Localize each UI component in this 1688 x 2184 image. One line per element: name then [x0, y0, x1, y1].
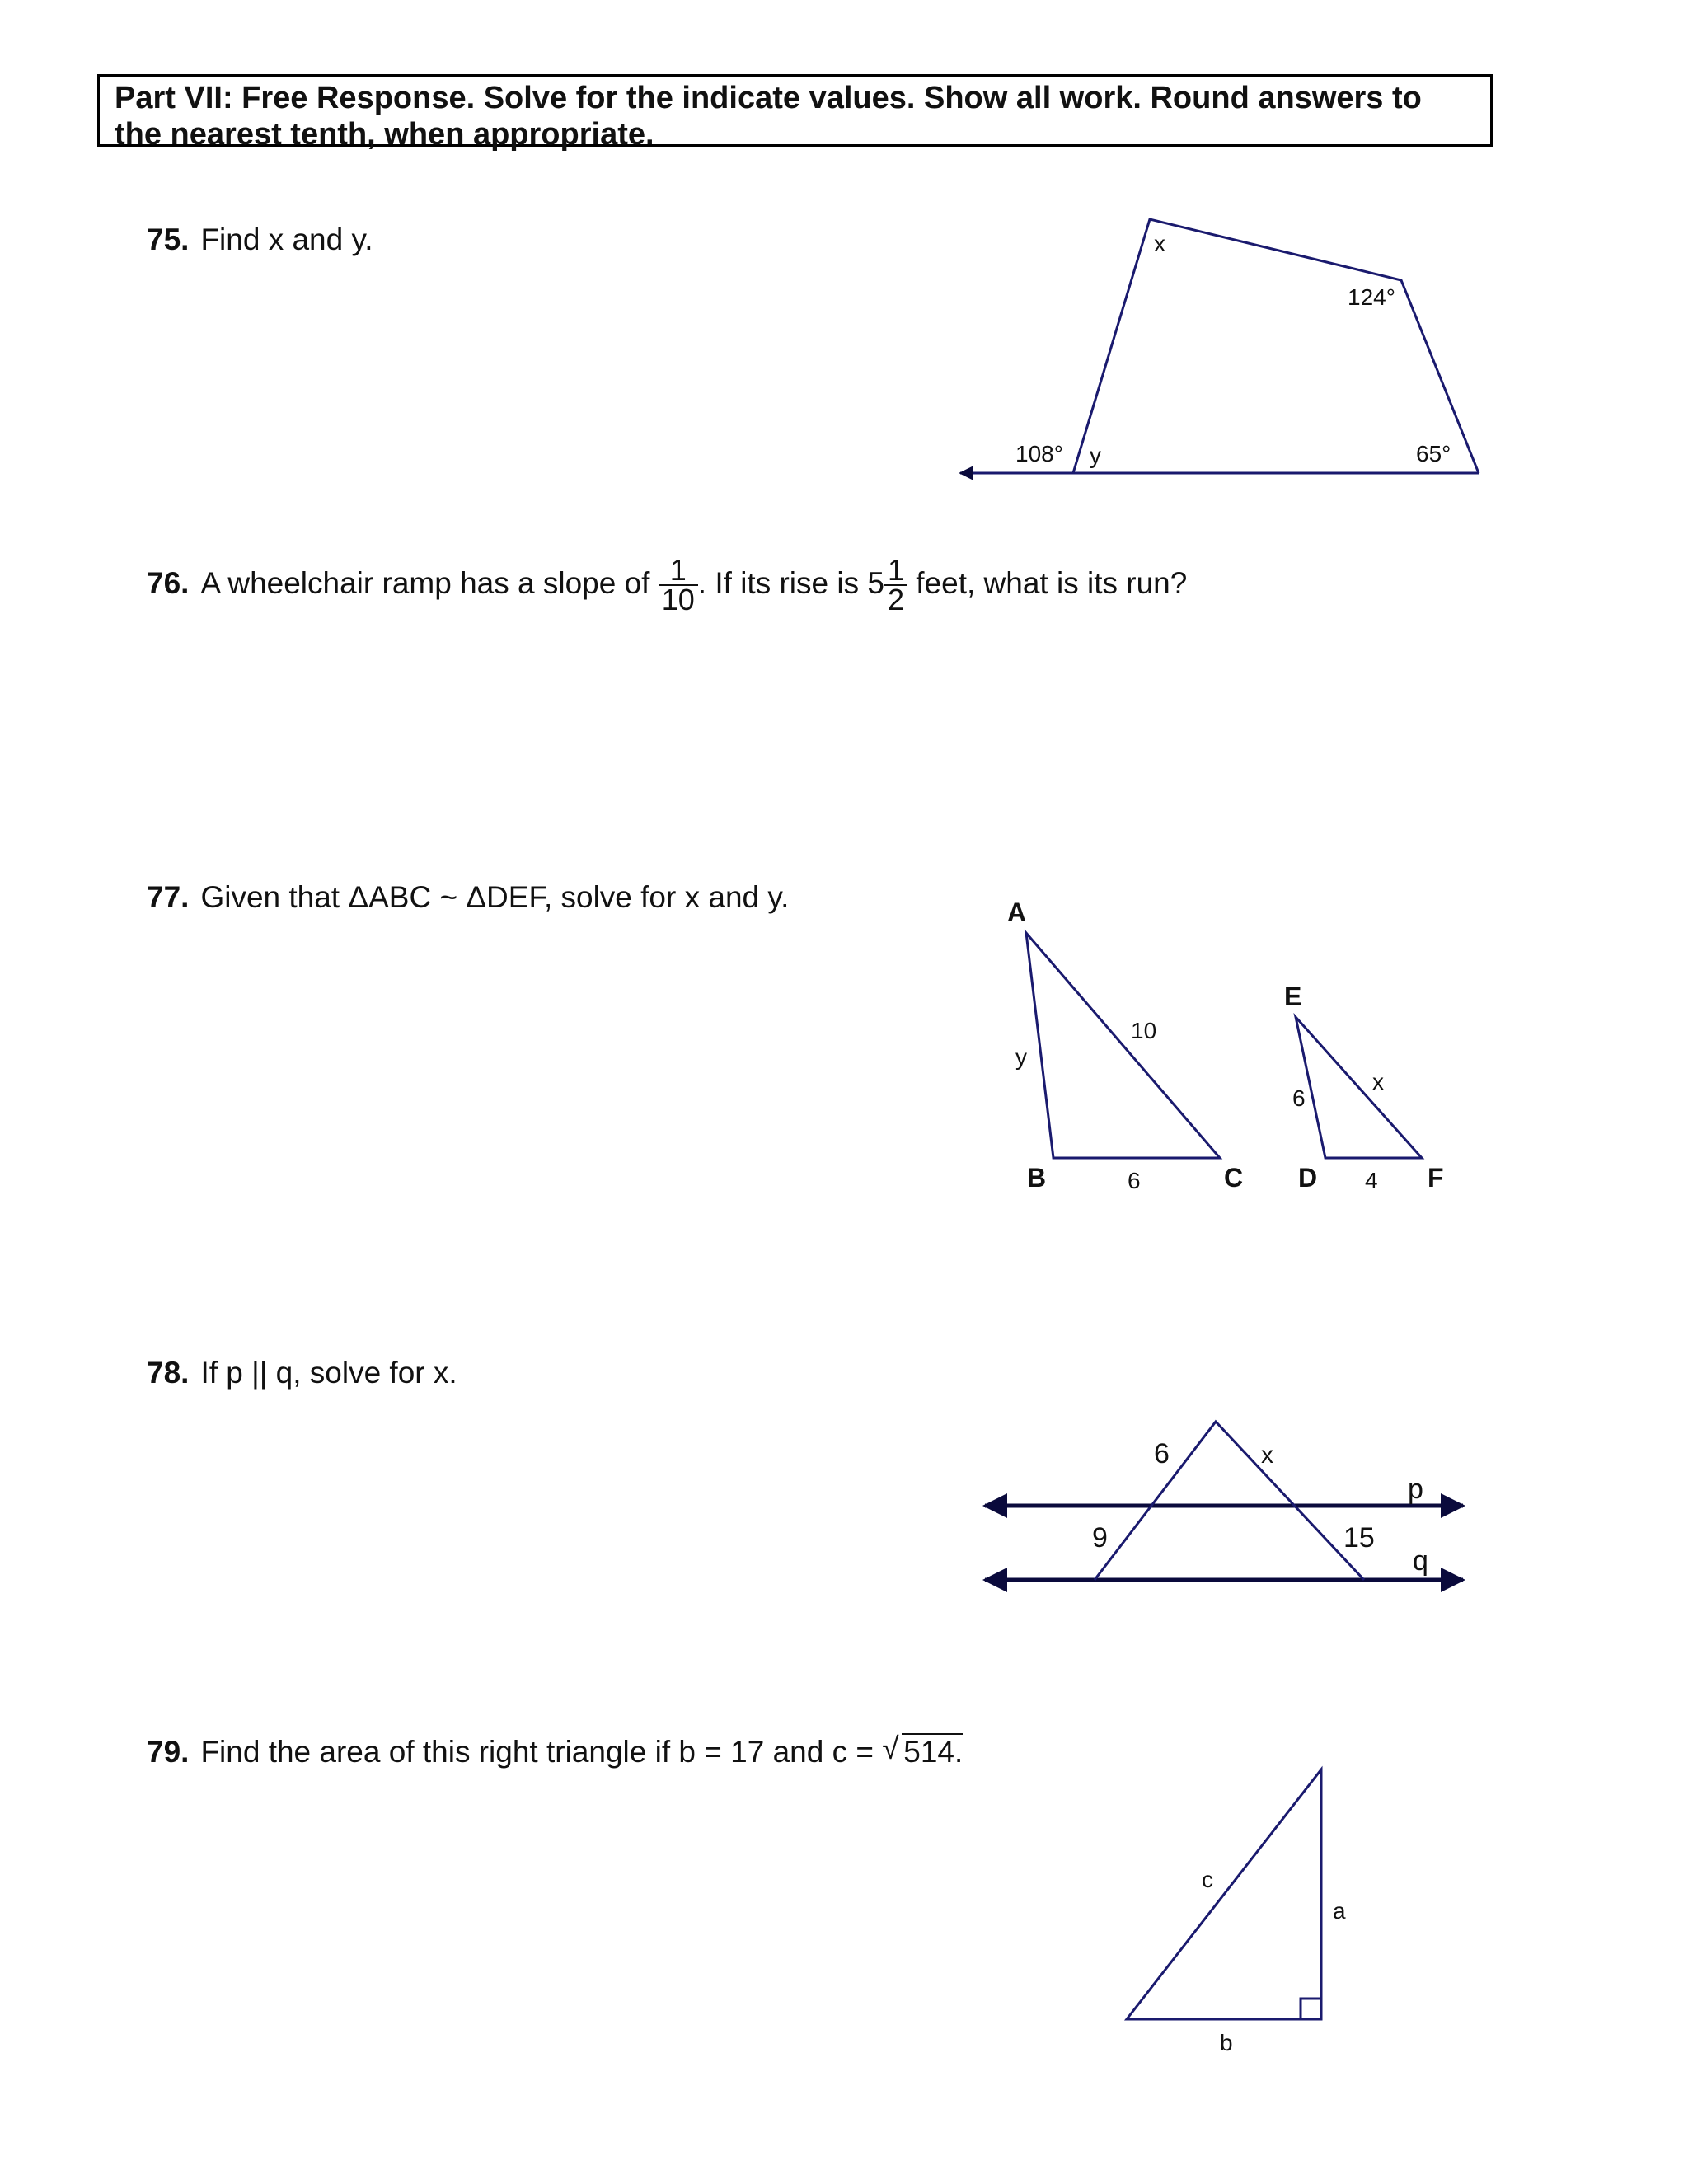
q77-triangles [1026, 933, 1422, 1158]
label-q: q [1413, 1545, 1428, 1577]
label-D: D [1298, 1163, 1318, 1193]
question-text-end: feet, what is its run? [916, 565, 1188, 600]
quadrilateral-sides [1073, 219, 1479, 473]
instructions-line-1: Part VII: Free Response. Solve for the indicate values. Show all work. Round answers to [115, 81, 1422, 115]
label-F: F [1428, 1163, 1444, 1193]
question-text: Find x and y. [200, 223, 373, 256]
label-angle-65: 65° [1416, 441, 1451, 466]
q79-right-triangle [1127, 1769, 1321, 2019]
question-text: A wheelchair ramp has a slope of [200, 565, 650, 600]
rise-whole: 5 [867, 565, 884, 600]
label-a: a [1333, 1898, 1346, 1924]
question-number: 76. [147, 565, 190, 600]
radicand: 514. [903, 1735, 964, 1769]
label-B: B [1027, 1163, 1047, 1193]
question-number: 78. [147, 1356, 190, 1390]
label-c: c [1202, 1867, 1213, 1892]
transversals [1095, 1422, 1364, 1580]
label-x: x [1154, 231, 1165, 256]
slope-denominator: 10 [661, 583, 695, 616]
instructions-line-2: the nearest tenth, when appropriate. [115, 117, 654, 152]
right-angle-marker [1301, 1999, 1321, 2019]
label-15: 15 [1343, 1522, 1375, 1554]
rise-numerator: 1 [884, 556, 907, 586]
label-b: b [1220, 2030, 1233, 2055]
label-angle-108: 108° [1015, 441, 1063, 466]
label-C: C [1224, 1163, 1244, 1193]
question-text-middle: . If its rise is [697, 565, 860, 600]
label-angle-124: 124° [1348, 284, 1395, 310]
label-ed-6: 6 [1292, 1085, 1306, 1111]
radical-sign: √ [882, 1732, 899, 1765]
triangle-def [1296, 1017, 1422, 1158]
slope-numerator: 1 [659, 556, 698, 586]
question-number: 75. [147, 223, 190, 256]
label-E: E [1284, 982, 1302, 1011]
q78-parallel-lines [985, 1506, 1463, 1580]
label-y: y [1090, 443, 1101, 468]
q78-triangle [1095, 1422, 1364, 1580]
label-ef-x: x [1372, 1069, 1384, 1094]
label-df-4: 4 [1365, 1168, 1378, 1193]
question-number: 79. [147, 1735, 190, 1769]
label-ac-10: 10 [1131, 1018, 1157, 1043]
q75-quadrilateral-figure [960, 219, 1479, 473]
question-text: Find the area of this right triangle if b = 17 and c = [200, 1735, 874, 1769]
label-A: A [1007, 898, 1027, 927]
question-number: 77. [147, 880, 190, 914]
q77-labels [1007, 898, 1444, 1193]
label-9: 9 [1092, 1522, 1108, 1554]
triangle-sides [1127, 1769, 1321, 2019]
q75-labels [1015, 231, 1451, 468]
rise-denominator: 2 [887, 583, 904, 616]
label-6: 6 [1154, 1438, 1170, 1469]
label-p: p [1408, 1474, 1423, 1505]
label-y: y [1015, 1044, 1027, 1070]
label-bc-6: 6 [1128, 1168, 1141, 1193]
triangle-abc [1026, 933, 1220, 1158]
label-x: x [1261, 1441, 1273, 1469]
question-text: Given that ΔABC ~ ΔDEF, solve for x and y. [200, 880, 790, 914]
question-text: If p || q, solve for x. [200, 1356, 457, 1390]
